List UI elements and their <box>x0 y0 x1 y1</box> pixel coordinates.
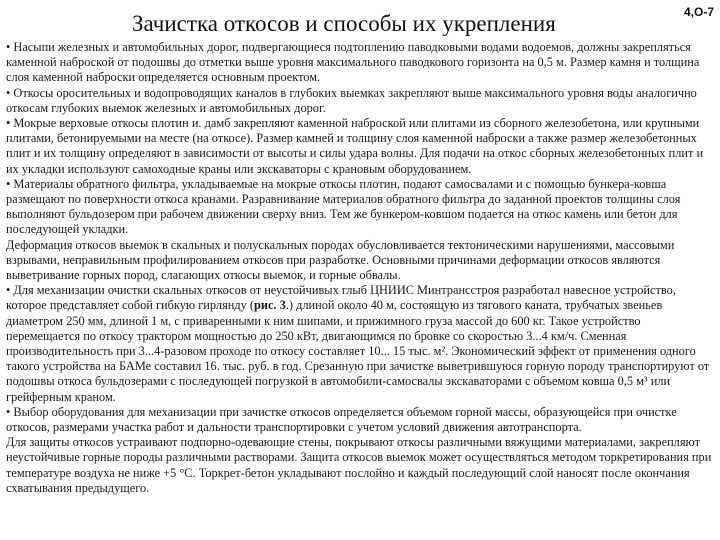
paragraph-cleaning-device-start: • Для механизации очистки скальных откосов от неустойчивых глыб ЦНИИС Минтрансстроя разработал навесное устройство, которое представляет собой гибкую гирлянду ( <box>6 283 676 313</box>
paragraph-slope-protection: Для защиты откосов устраивают подпорно-одевающие стены, покрывают откосы различными вяжущими материалами, закрепляют неустойчивые горные породы различными растворами. Защита откосов выемок может осуществляться методом торкретирования при температуре воздуха не ниже +5 °С. Торкрет-бетон укладывают послойно и каждый последующий слой наносят после окончания схватывания предыдущего. <box>6 435 712 495</box>
paragraph-equipment-choice: • Выбор оборудования для механизации при зачистке откосов определяется объемом горной массы, образующейся при очистке откосов, размерами участка работ и дальности транспортировки с учетом условий движения автотранспорта. <box>6 404 677 435</box>
slide-code: 4,О-7 <box>683 5 714 19</box>
page-title: Зачистка откосов и способы их укрепления <box>132 11 556 36</box>
paragraph-cleaning-device-end: .) длиной около 40 м, состоящую из тягового каната, трубчатых звеньев диаметром 250 мм, длиной 1 м, с приваренными к ним шипами, и прижимного груза массой до 600 кг. Такое устройство перемещается по откосу трактором мощностью до 250 кВт, двигающимся по бровке со скоростью 3...4 км/ч. Сменная производительность при 3...4-разовом проходе по откосу составляет 10... 15 тыс. м². Экономический эффект от применения одного такого устройства на БАМе составил 16. тыс. руб. в год. Срезанную при зачистке выветрившуюся горную породу транспортируют от подошвы откоса бульдозерами с последующей погрузкой в автомобили-самосвалы экскаваторами с объемом ковша 0,5 м³ или грейферным краном. <box>6 298 710 404</box>
body-text <box>6 40 714 496</box>
paragraph-cleaning-device <box>6 283 714 405</box>
paragraph-embankment-protection: • Насыпи железных и автомобильных дорог, подвергающиеся подтоплению паводковыми водами водоемов, должны закрепляться каменной наброской от подошвы до отметки выше уровня максимального паводкового горизонта на 0,5 м. Размер камня и толщина слоя каменной наброски определяется основным проектом. <box>6 40 700 85</box>
paragraph-slope-deformation: Деформация откосов выемок в скальных и полускальных породах обусловливается тектоническими нарушениями, массовыми взрывами, неправильным профилированием откосов при разработке. Основными причинами деформации откосов являются выветривание горных пород, слагающих откосы выемок, и горные обвалы. <box>6 237 675 283</box>
paragraph-dam-slopes: • Мокрые верховые откосы плотин и. дамб закрепляют каменной наброской или плитами из сборного железобетона, или крупными плитами, бетонируемыми на месте (на откосе). Размер камней и толщину слоя каменной наброски а также размер железобетонных плит и их толщину определяют в зависимости от высоты и силы удара волны. Для подачи на откос сборных железобетонных плит и их укладки используют самоходные краны или экскаваторы с крановым оборудованием. <box>6 116 704 176</box>
paragraph-filter-materials: • Материалы обратного фильтра, укладываемые на мокрые откосы плотин, подают самосвалами и с помощью бункера-ковша размещают по поверхности откоса кранами. Разравнивание материалов обратного фильтра до заданной проектов толщины слоя выполняют бульдозером при рабочем движении сверху вниз. Тем же бункером-ковшом подается на откос камень или бетон для последующей укладки. <box>6 176 681 237</box>
paragraph-canal-slopes: • Откосы оросительных и водопроводящих каналов в глубоких выемках закрепляют выше максимального уровня воды аналогично откосам глубоких выемок железных и автомобильных дорог. <box>6 85 697 115</box>
figure-reference: рис. 3 <box>254 298 286 313</box>
